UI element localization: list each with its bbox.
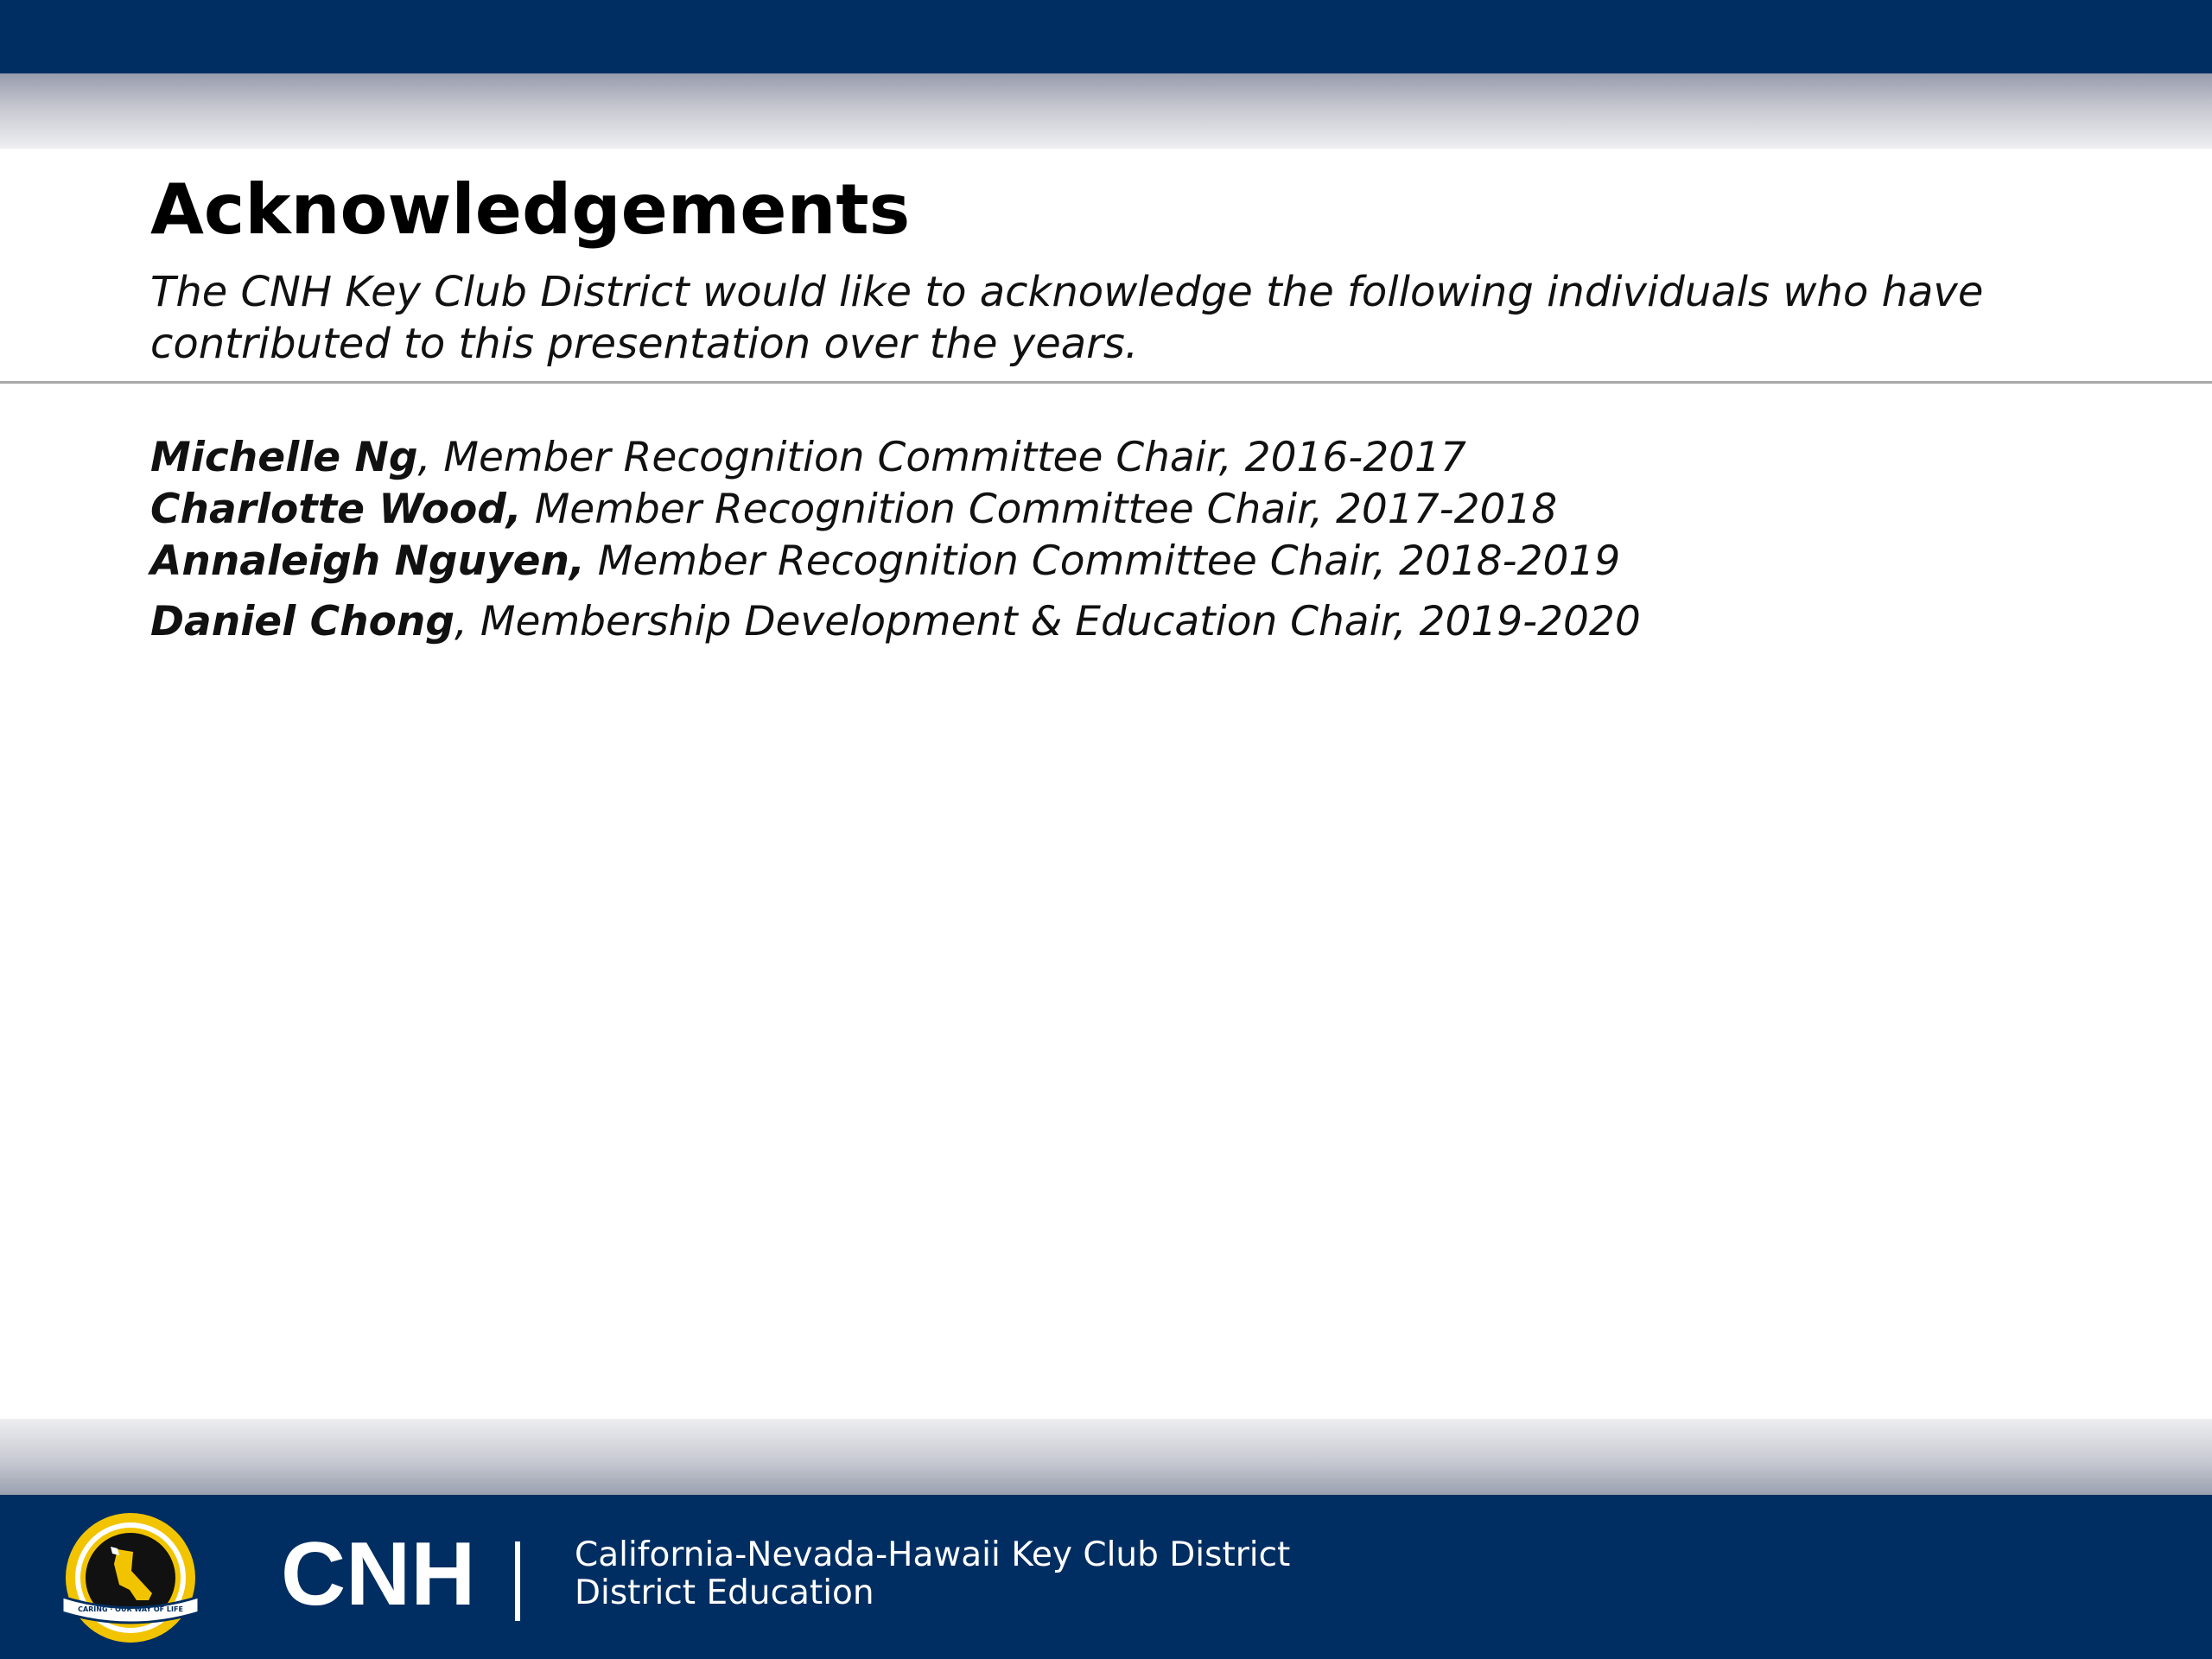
key-club-logo [57, 1510, 204, 1644]
credit-separator: , [417, 434, 444, 481]
credit-item [150, 432, 1641, 484]
credit-item [150, 536, 1641, 588]
footer-separator [515, 1541, 520, 1621]
credits-list [150, 432, 1641, 648]
credit-name: Daniel Chong [150, 598, 454, 645]
credit-separator [585, 537, 598, 585]
slide-subtitle: The CNH Key Club District would like to acknowledge the following individuals who have contributed to this presentation over the years. [150, 268, 1984, 368]
credit-role: Member Recognition Committee Chair, 2016-2017 [443, 434, 1466, 481]
divider [0, 381, 2212, 384]
credit-separator: , [454, 598, 480, 645]
credit-name: Michelle Ng [150, 434, 418, 481]
header-gradient [0, 73, 2212, 149]
footer-department: District Education [575, 1573, 874, 1612]
credit-role: Membership Development & Education Chair, 2019-2020 [480, 598, 1641, 645]
credit-item [150, 596, 1641, 648]
logo-banner-text: CARING · OUR WAY OF LIFE [78, 1605, 183, 1613]
credit-separator [522, 486, 535, 533]
credit-role: Member Recognition Committee Chair, 2018-2019 [597, 537, 1621, 585]
header-bar [0, 0, 2212, 73]
credit-item [150, 484, 1641, 536]
footer-org-name: California-Nevada-Hawaii Key Club District [575, 1535, 1291, 1574]
slide-title: Acknowledgements [150, 169, 911, 250]
footer-gradient [0, 1419, 2212, 1495]
credit-role: Member Recognition Committee Chair, 2017-2018 [534, 486, 1558, 533]
credit-name: Charlotte Wood, [150, 486, 522, 533]
brand-wordmark: CNH [281, 1524, 476, 1624]
credit-name: Annaleigh Nguyen, [150, 537, 585, 585]
